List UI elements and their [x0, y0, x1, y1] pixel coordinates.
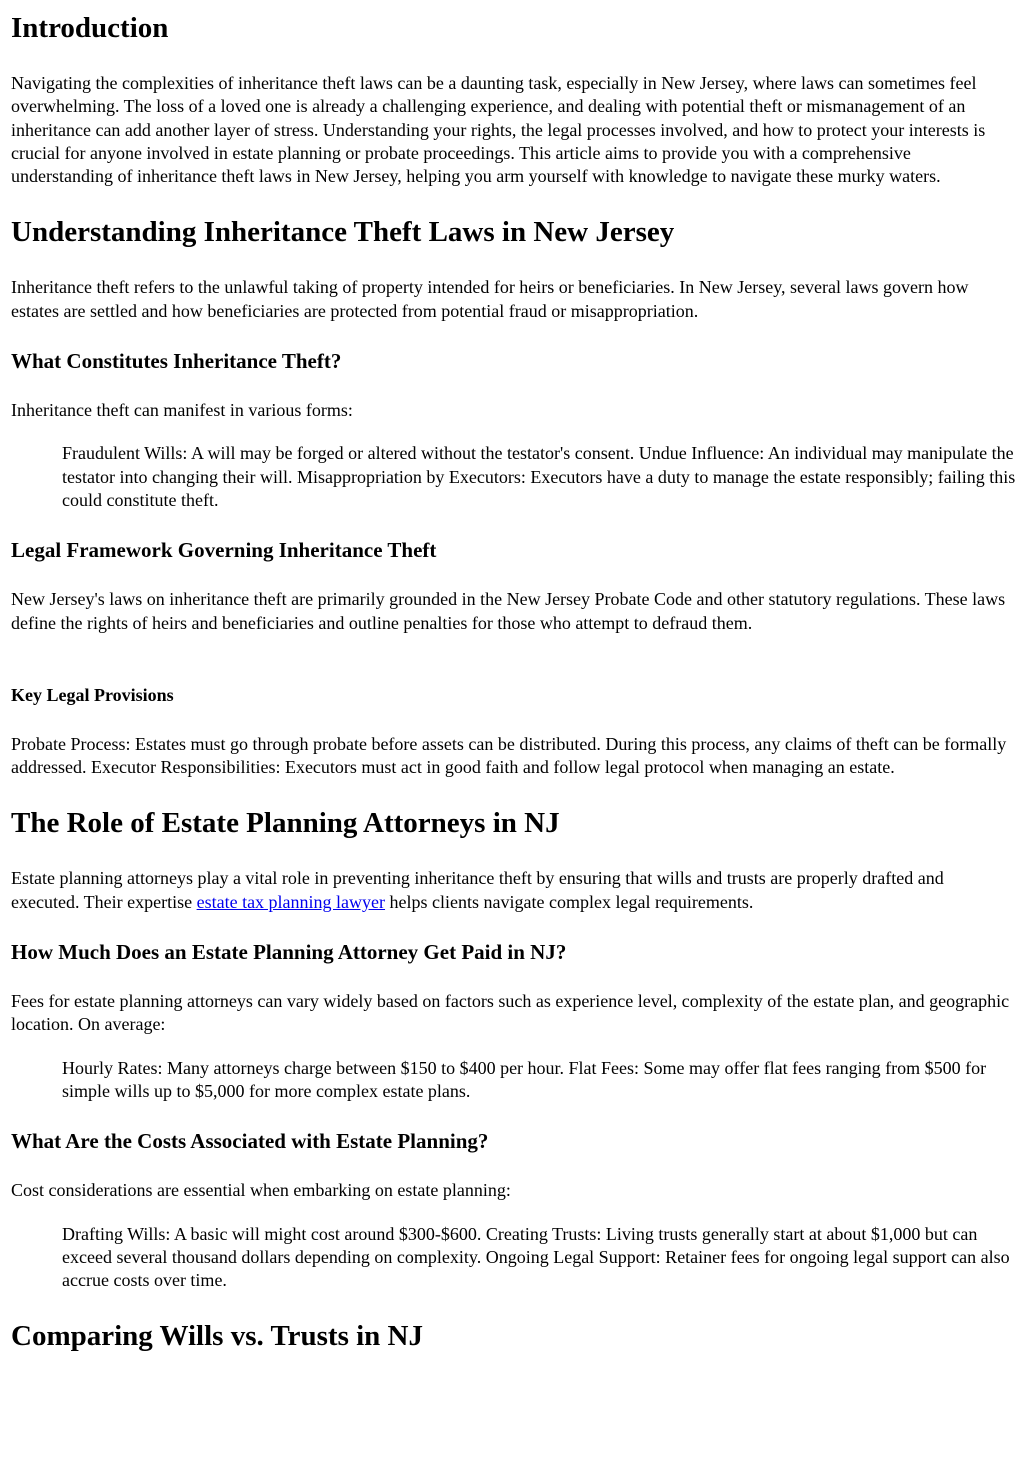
- constitutes-heading: What Constitutes Inheritance Theft?: [11, 349, 342, 374]
- intro-heading: Introduction: [11, 12, 169, 44]
- intro-paragraph: Navigating the complexities of inheritance theft laws can be a daunting task, especially in New Jersey, where laws can sometimes feel overwhelming. The loss of a loved one is already a challenging experience, and dealing with potential theft or mismanagement of an inheritance can add another layer of stress. Understanding your rights, the legal processes involved, and how to protect your interests is crucial for anyone involved in estate planning or probate proceedings. This article aims to provide you with a comprehensive understanding of inheritance theft laws in New Jersey, helping you arm yourself with knowledge to navigate these murky waters.: [11, 73, 986, 187]
- role-paragraph-end: helps clients navigate complex legal requirements.: [385, 891, 754, 912]
- understanding-heading: Understanding Inheritance Theft Laws in New Jersey: [11, 216, 675, 249]
- provisions-heading: Key Legal Provisions: [11, 684, 174, 705]
- costs-paragraph: Cost considerations are essential when embarking on estate planning:: [11, 1180, 511, 1201]
- role-paragraph-start: Estate planning attorneys play a vital role in preventing inheritance theft by ensuring that wills and trusts are properly drafted and executed. Their expertise: [11, 868, 944, 912]
- constitutes-paragraph: Inheritance theft can manifest in various forms:: [11, 400, 353, 421]
- estate-tax-planning-lawyer-link[interactable]: estate tax planning lawyer: [196, 891, 386, 912]
- costs-list: Drafting Wills: A basic will might cost around $300-$600. Creating Trusts: Living trusts generally start at about $1,000 but can exceed several thousand dollars depending on complexity. Ongoing Legal Support: Retainer fees for ongoing legal support can also accrue costs over time.: [62, 1223, 1010, 1291]
- costs-heading: What Are the Costs Associated with Estate Planning?: [11, 1129, 489, 1154]
- framework-heading: Legal Framework Governing Inheritance Theft: [11, 538, 437, 563]
- comparing-heading: Comparing Wills vs. Trusts in NJ: [11, 1320, 424, 1353]
- fees-list: Hourly Rates: Many attorneys charge between $150 to $400 per hour. Flat Fees: Some may offer flat fees ranging from $500 for simple wills up to $5,000 for more complex estate plans.: [62, 1057, 987, 1101]
- role-heading: The Role of Estate Planning Attorneys in NJ: [11, 807, 560, 840]
- provisions-paragraph: Probate Process: Estates must go through probate before assets can be distributed. During this process, any claims of theft can be formally addressed. Executor Responsibilities: Executors must act in good faith and follow legal protocol when managing an estate.: [11, 733, 1007, 778]
- understanding-paragraph: Inheritance theft refers to the unlawful taking of property intended for heirs or beneficiaries. In New Jersey, several laws govern how estates are settled and how beneficiaries are protected from potential fraud or misappropriation.: [11, 277, 969, 321]
- article: [0, 12, 1024, 1353]
- framework-paragraph: New Jersey's laws on inheritance theft are primarily grounded in the New Jersey Probate Code and other statutory regulations. These laws define the rights of heirs and beneficiaries and outline penalties for those who attempt to defraud them.: [11, 589, 1006, 633]
- fees-heading: How Much Does an Estate Planning Attorney Get Paid in NJ?: [11, 940, 567, 965]
- role-paragraph: [11, 867, 1016, 914]
- fees-paragraph: Fees for estate planning attorneys can vary widely based on factors such as experience level, complexity of the estate plan, and geographic location. On average:: [11, 991, 1010, 1035]
- constitutes-list: Fraudulent Wills: A will may be forged or altered without the testator's consent. Undue Influence: An individual may manipulate the testator into changing their will. Misappropriation by Executors: Executors have a duty to manage the estate responsibly; failing this could constitute theft.: [62, 443, 1016, 510]
